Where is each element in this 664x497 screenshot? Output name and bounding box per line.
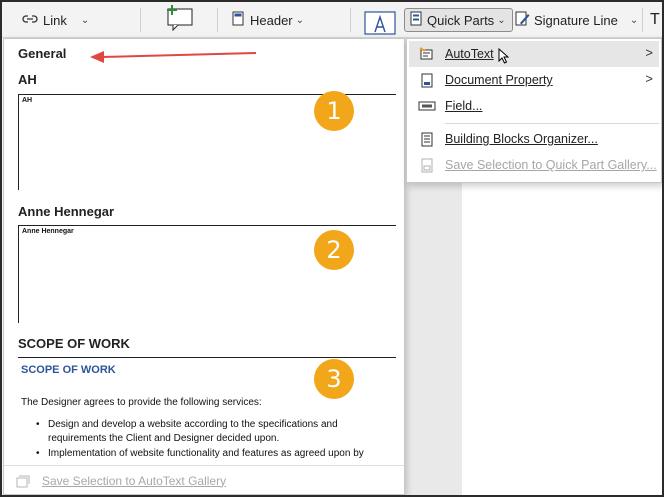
list-item: • Implementation of website functionality and features as agreed upon by — [34, 447, 394, 461]
quick-parts-icon — [410, 11, 422, 29]
chevron-down-icon[interactable]: ⌄ — [295, 14, 305, 26]
chevron-down-icon: ⌄ — [497, 14, 506, 26]
submenu-arrow-icon: > — [645, 45, 653, 60]
mouse-cursor-icon — [498, 48, 510, 67]
link-icon — [22, 13, 38, 28]
text-box-button[interactable] — [364, 12, 396, 36]
quick-parts-label: Quick Parts — [427, 12, 495, 28]
document-page[interactable] — [462, 182, 660, 495]
menu-item-document-property[interactable] — [409, 67, 659, 93]
header-button[interactable] — [232, 8, 304, 32]
menu-item-label: Building Blocks Organizer... — [445, 132, 598, 146]
link-button[interactable] — [22, 8, 89, 32]
chevron-down-icon[interactable]: ⌄ — [629, 14, 639, 26]
preview-intro: The Designer agrees to provide the following services: — [21, 397, 262, 408]
annotation-arrow — [88, 47, 260, 63]
header-icon — [232, 11, 244, 29]
field-icon — [409, 101, 445, 111]
menu-item-label: AutoText — [445, 47, 494, 61]
document-property-icon — [409, 73, 445, 88]
gallery-entry-heading: AH — [18, 72, 37, 87]
quick-parts-menu — [406, 38, 662, 183]
preview-text: AH — [22, 97, 33, 104]
autotext-gallery — [3, 38, 405, 495]
step-badge: 1 — [314, 91, 354, 131]
gallery-entry-heading: Anne Hennegar — [18, 204, 115, 219]
menu-item-building-blocks-organizer[interactable] — [409, 126, 659, 152]
menu-item-field[interactable] — [409, 93, 659, 119]
quick-parts-button[interactable] — [404, 8, 513, 32]
ribbon-separator — [217, 8, 218, 32]
ribbon — [2, 2, 662, 38]
chevron-down-icon[interactable]: ⌄ — [80, 14, 90, 26]
wordart-icon[interactable]: T — [650, 11, 660, 28]
ribbon-separator — [140, 8, 141, 32]
signature-line-icon — [515, 11, 530, 29]
save-selection-icon — [16, 474, 32, 488]
save-to-gallery-icon — [409, 158, 445, 173]
menu-separator — [445, 123, 659, 124]
preview-title: SCOPE OF WORK — [21, 364, 116, 376]
comment-icon — [165, 3, 195, 34]
comment-button[interactable] — [165, 6, 195, 30]
save-to-autotext-button[interactable] — [4, 465, 404, 495]
menu-item-label: Document Property — [445, 73, 553, 87]
menu-item-label: Field... — [445, 99, 483, 113]
submenu-arrow-icon: > — [645, 71, 653, 86]
preview-bullet-list — [34, 418, 394, 462]
save-selection-label: Save Selection to AutoText Gallery — [42, 473, 227, 488]
menu-item-label: Save Selection to Quick Part Gallery... — [445, 158, 657, 172]
gallery-entry-heading: SCOPE OF WORK — [18, 336, 130, 351]
preview-text: Anne Hennegar — [22, 228, 74, 235]
menu-item-save-to-gallery[interactable] — [409, 152, 659, 178]
link-label: Link — [43, 12, 67, 28]
gallery-section-title: General — [18, 46, 67, 61]
autotext-icon — [409, 47, 445, 61]
text-box-icon — [364, 11, 396, 38]
list-item: • Design and develop a website according to the specifications and requirements the Client and Designer decided upon. — [34, 418, 394, 446]
step-badge: 2 — [314, 230, 354, 270]
header-label: Header — [250, 12, 293, 28]
ribbon-separator — [350, 8, 351, 32]
ribbon-separator — [642, 8, 643, 32]
step-badge: 3 — [314, 359, 354, 399]
signature-line-label: Signature Line — [534, 12, 618, 28]
building-blocks-icon — [409, 132, 445, 147]
signature-line-button[interactable] — [515, 8, 638, 32]
menu-item-autotext[interactable] — [409, 41, 659, 67]
